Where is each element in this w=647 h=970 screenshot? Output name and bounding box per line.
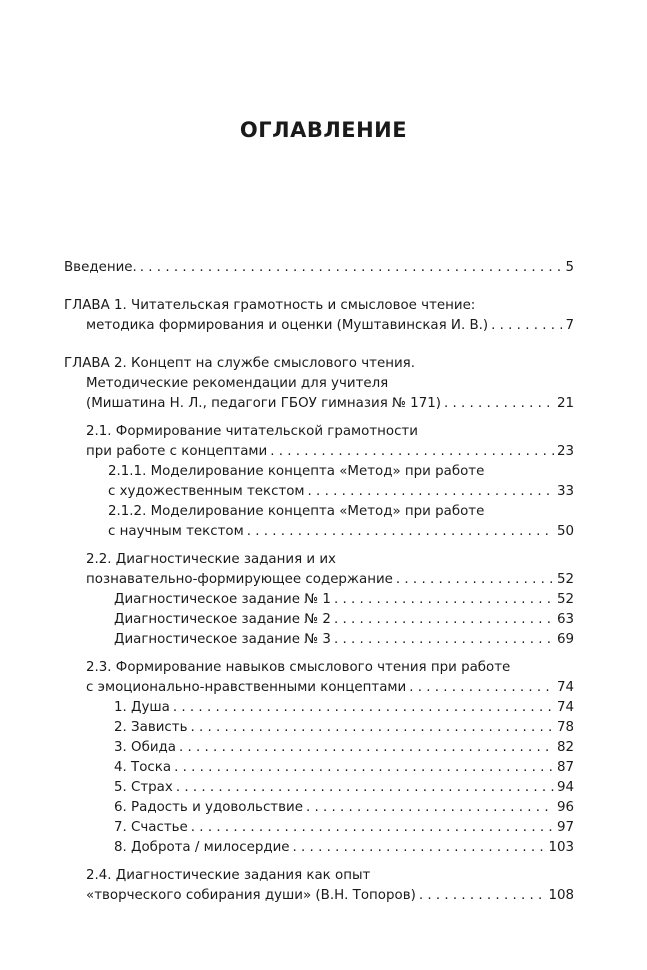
dot-leader [174,758,554,778]
dot-leader [308,482,554,502]
toc-entry-2-1-1[interactable] [64,462,574,502]
toc-entry-title: 3. Обида [114,740,176,755]
toc-entry-title-cont: с художественным текстом [108,484,305,499]
toc-entry-concept-longing[interactable] [64,758,574,778]
toc-entry-chapter-2[interactable] [64,354,574,414]
dot-leader [334,590,554,610]
toc-page-number: 5 [565,260,574,275]
toc-entry-title: ГЛАВА 1. Читательская грамотность и смысловое чтение: [64,298,476,313]
toc-page-number: 69 [556,632,574,647]
toc-entry-2-1-2[interactable] [64,502,574,542]
dot-leader [179,738,554,758]
dot-leader [191,818,554,838]
toc-entry-title-cont: «творческого собирания души» (В.Н. Топоров) [86,888,416,903]
table-of-contents [64,258,574,906]
toc-page-number: 74 [556,700,574,715]
toc-entry-title: 8. Доброта / милосердие [114,840,290,855]
toc-entry-title: 2.2. Диагностические задания и их [86,552,336,567]
toc-entry-title: ГЛАВА 2. Концепт на службе смыслового чтения. [64,356,415,371]
toc-entry-concept-fear[interactable] [64,778,574,798]
dot-leader [419,886,546,906]
toc-entry-concept-joy[interactable] [64,798,574,818]
dot-leader [409,678,554,698]
toc-entry-concept-envy[interactable] [64,718,574,738]
dot-leader [293,838,546,858]
toc-entry-diag-task-1[interactable] [64,590,574,610]
toc-entry-concept-happiness[interactable] [64,818,574,838]
toc-page-number: 50 [556,524,574,539]
toc-entry-diag-task-2[interactable] [64,610,574,630]
toc-page-number: 82 [556,740,574,755]
toc-page-number: 87 [556,760,574,775]
toc-entry-2-2[interactable] [64,550,574,590]
toc-entry-concept-offense[interactable] [64,738,574,758]
toc-entry-title: 2.1.1. Моделирование концепта «Метод» при работе [108,464,485,479]
toc-entry-title: 2.1.2. Моделирование концепта «Метод» при работе [108,504,485,519]
toc-entry-introduction[interactable] [64,258,574,278]
toc-entry-title-cont: методика формирования и оценки (Муштавинская И. В.) [86,318,489,333]
toc-entry-title-cont: (Мишатина Н. Л., педагоги ГБОУ гимназия № 171) [86,396,441,411]
toc-entry-2-4[interactable] [64,866,574,906]
toc-page-number: 96 [556,800,574,815]
dot-leader [334,630,554,650]
toc-page-number: 7 [565,318,574,333]
dot-leader [491,316,562,336]
toc-entry-title: Введение. [64,260,137,275]
toc-entry-title: Диагностическое задание № 2 [114,612,331,627]
toc-page-number: 108 [548,888,574,903]
toc-entry-concept-soul[interactable] [64,698,574,718]
dot-leader [140,258,563,278]
toc-entry-title-cont: с эмоционально-нравственными концептами [86,680,407,695]
toc-entry-title: 5. Страх [114,780,173,795]
toc-entry-2-1[interactable] [64,422,574,462]
toc-entry-title: 2.1. Формирование читательской грамотности [86,424,418,439]
page-title: ОГЛАВЛЕНИЕ [239,118,408,142]
dot-leader [334,610,554,630]
toc-entry-2-3[interactable] [64,658,574,698]
toc-entry-title: 2.4. Диагностические задания как опыт [86,868,371,883]
toc-entry-title: 4. Тоска [114,760,172,775]
toc-entry-title: 2. Зависть [114,720,188,735]
dot-leader [247,522,554,542]
toc-entry-title-cont: при работе с концептами [86,444,268,459]
toc-entry-title: 7. Счастье [114,820,188,835]
toc-entry-title-cont: Методические рекомендации для учителя [86,376,389,391]
toc-entry-diag-task-3[interactable] [64,630,574,650]
toc-page-number: 52 [556,592,574,607]
toc-entry-title: 2.3. Формирование навыков смыслового чтения при работе [86,660,511,675]
toc-page-number: 52 [556,572,574,587]
toc-entry-concept-kindness[interactable] [64,838,574,858]
toc-entry-title-cont: познавательно-формирующее содержание [86,572,393,587]
dot-leader [176,778,554,798]
toc-entry-title: Диагностическое задание № 1 [114,592,331,607]
toc-page-number: 23 [556,444,574,459]
dot-leader [173,698,554,718]
toc-page-number: 63 [556,612,574,627]
toc-entry-title: 1. Душа [114,700,170,715]
toc-page-number: 21 [556,396,574,411]
dot-leader [270,442,554,462]
toc-entry-chapter-1[interactable] [64,296,574,336]
toc-page-number: 103 [548,840,574,855]
dot-leader [306,798,554,818]
toc-entry-title-cont: с научным текстом [108,524,244,539]
dot-leader [190,718,553,738]
toc-page-number: 78 [556,720,574,735]
toc-entry-title: 6. Радость и удовольствие [114,800,303,815]
dot-leader [396,570,554,590]
dot-leader [444,394,554,414]
toc-page-number: 33 [556,484,574,499]
toc-entry-title: Диагностическое задание № 3 [114,632,331,647]
toc-page-number: 97 [556,820,574,835]
toc-page-number: 94 [556,780,574,795]
toc-page-number: 74 [556,680,574,695]
